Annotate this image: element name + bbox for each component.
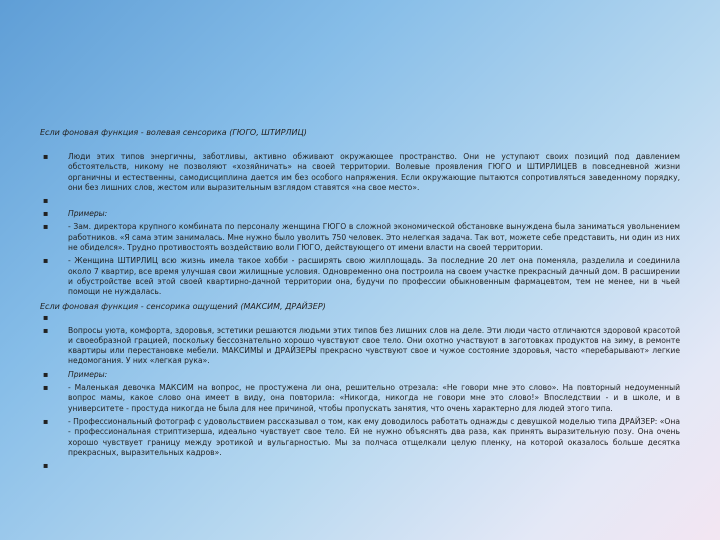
list-item (40, 196, 680, 206)
bullet-icon: ▪ (43, 196, 49, 206)
list-item (40, 256, 680, 297)
list-item (40, 383, 680, 414)
list-item-text: Люди этих типов энергичны, заботливы, активно обживают окружающее пространство. Они не уступают своих позиций под давлением обстоятельств, никому не позволяют «хозяйничать» на своей территории. Волевые проявления ГЮГО и ШТИРЛИЦЕВ в повседневной жизни органичны и естественны, самодисциплина дается им без особого напряжения. Если окружающие пытаются сопротивляться заведенному порядку, они без лишних слов, жестом или выразительным взглядом ставятся «на свое место». (68, 152, 680, 192)
list-item-text: Вопросы уюта, комфорта, здоровья, эстетики решаются людьми этих типов без лишних слов на деле. Эти люди часто отличаются здоровой красотой и своеобразной грацией, поскольку бессознательно хорошо чувствуют свое тело. Они охотно участвуют в заготовках продуктов на зиму, в ремонте квартиры или перестановке мебели. МАКСИМЫ и ДРАЙЗЕРЫ прекрасно чувствуют свое и чужое состояние здоровья, часто «перебарывают» легкие недомогания. У них «легкая рука». (68, 325, 680, 366)
bullet-icon: ▪ (43, 152, 49, 161)
list-item (40, 370, 680, 380)
list-item-text: - Маленькая девочка МАКСИМ на вопрос, не простужена ли она, решительно отрезала: «Не говори мне это слово». На повторный недоуменный вопрос мамы, какое слово она имеет в виду, она повторила: «Никогда, никогда не говори мне это слово!» Впоследствии - и в школе, и в университете - простуда никогда не была для нее причиной, чтобы пропускать занятия, что очень характерно для людей этого типа. (68, 383, 680, 413)
list-item (40, 326, 680, 367)
section-heading-volitional-sensing: Если фоновая функция - волевая сенсорика (ГЮГО, ШТИРЛИЦ) (40, 128, 307, 137)
list-item (40, 461, 680, 471)
list-item (40, 222, 680, 253)
list-item-text: - Женщина ШТИРЛИЦ всю жизнь имела такое хобби - расширять свою жилплощадь. За последние 20 лет она поменяла, разделила и соединила около 7 квартир, все время улучшая свои жилищные условия. Одновременно она построила на своем участке прекрасный дачный дом. В расширении и обустройстве всей этой своей квартирно-дачной территории она, будучи по профессии обыкновенным фармацевтом, тем не менее, ни в чьей помощи не нуждалась. (68, 256, 680, 297)
bullet-icon: ▪ (43, 461, 49, 471)
list-item (40, 313, 680, 323)
bullet-icon: ▪ (43, 369, 49, 379)
bullet-list-sensing-of-sensations (40, 313, 680, 472)
list-item (40, 209, 680, 219)
section-heading-sensing-of-sensations: Если фоновая функция - сенсорика ощущений (МАКСИМ, ДРАЙЗЕР) (40, 301, 326, 311)
bullet-icon: ▪ (43, 256, 49, 266)
bullet-icon: ▪ (43, 209, 49, 219)
list-item (40, 417, 680, 458)
bullet-icon: ▪ (43, 222, 49, 232)
bullet-list-volitional-sensing (40, 152, 680, 298)
bullet-icon: ▪ (43, 325, 49, 335)
bullet-icon: ▪ (43, 383, 49, 393)
slide-content (40, 127, 680, 474)
list-item-text: - Профессиональный фотограф с удовольствием рассказывал о том, как ему доводилось работать однажды с девушкой моделью типа ДРАЙЗЕР: «Она - профессиональная стриптизерша, идеально чувствует свое тело. Ей не нужно объяснять два раза, как принять выразительную позу. Она очень хорошо чувствует границу между эротикой и вульгарностью. Мы за полчаса отщелкали целую пленку, на которой оказалось больше десятка прекрасных, выразительных кадров». (68, 416, 680, 457)
list-item (40, 152, 680, 193)
examples-label: Примеры: (68, 209, 108, 219)
examples-label: Примеры: (68, 369, 108, 379)
list-item-text: - Зам. директора крупного комбината по персоналу женщина ГЮГО в сложной экономической обстановке вынуждена была заниматься увольнением работников. «Я сама этим занималась. Мне нужно было уволить 750 человек. Это нелегкая задача. Так вот, можете себе представить, ни один из них не обиделся». Трудно противостоять воздействию воли ГЮГО, действующего от имени власти на своей территории. (68, 222, 680, 253)
bullet-icon: ▪ (43, 312, 49, 322)
bullet-icon: ▪ (43, 416, 49, 426)
